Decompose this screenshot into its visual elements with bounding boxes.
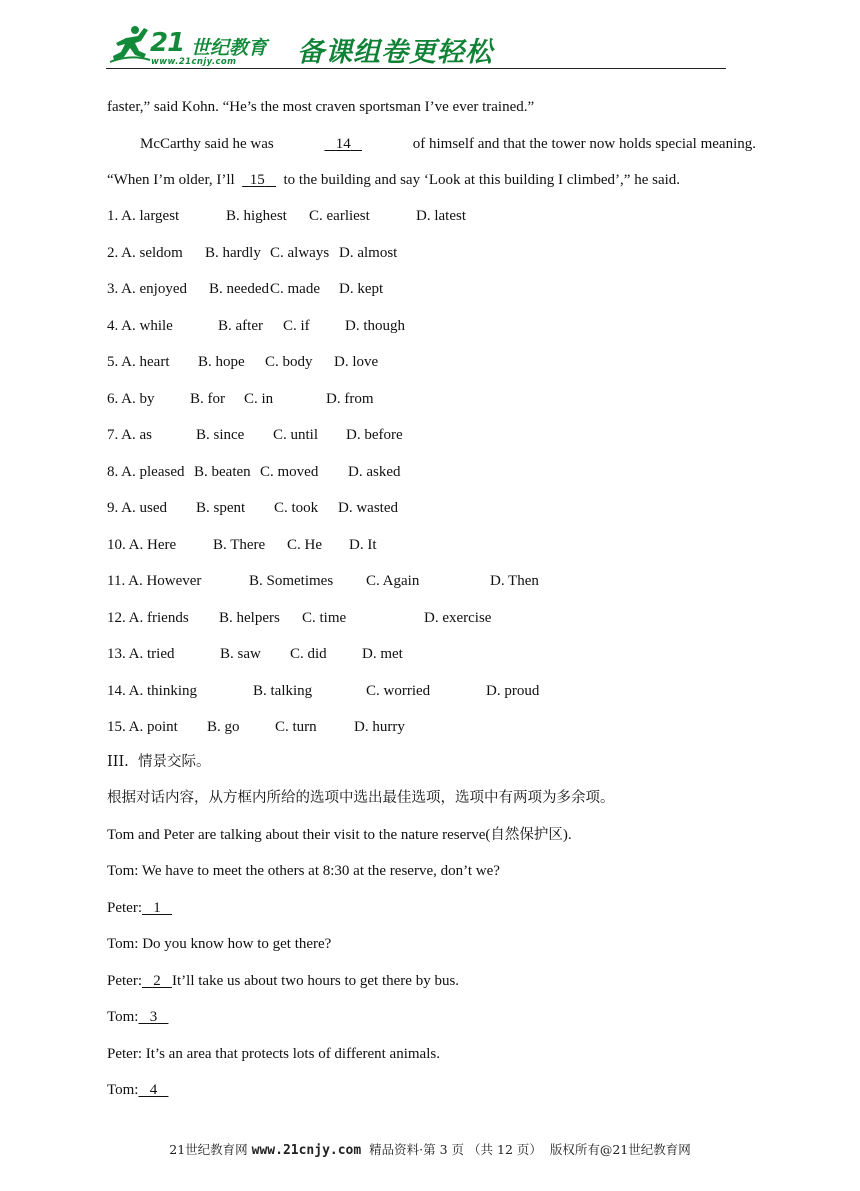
- option-c: C. Again: [366, 573, 420, 589]
- option-d: D. almost: [339, 244, 398, 261]
- footer-url: www.21cnjy.com: [251, 1143, 362, 1158]
- option-a: 12. A. friends: [107, 609, 189, 626]
- answer-blank: 4: [138, 1082, 169, 1098]
- option-d: D. kept: [339, 281, 384, 297]
- option-c: C. worried: [366, 682, 431, 699]
- dialogue-line: [107, 972, 459, 990]
- dialogue-text: We have to meet the others at 8:30 at the reserve, don’t we?: [138, 863, 500, 879]
- option-c: C. always: [270, 244, 330, 261]
- speaker: Peter:: [107, 899, 142, 916]
- option-d: D. love: [334, 354, 379, 370]
- option-b: B. hardly: [205, 244, 261, 261]
- header-slogan: 备课组卷更轻松: [297, 37, 493, 68]
- option-a: 2. A. seldom: [107, 244, 183, 261]
- option-d: D. met: [362, 646, 403, 662]
- speaker: Tom:: [107, 1009, 139, 1025]
- passage-line-3: “When I’m older, I’ll 15 to the building and say ‘Look at this building I climbed’,” he said.: [107, 172, 681, 188]
- option-d: D. before: [346, 427, 403, 443]
- speaker: Tom:: [107, 863, 139, 879]
- option-d: D. from: [326, 390, 374, 407]
- option-d: D. wasted: [338, 500, 398, 516]
- logo-number: 21: [150, 28, 185, 58]
- speaker: Peter:: [107, 972, 142, 989]
- passage-line-1: faster,” said Kohn. “He’s the most craven sportsman I’ve ever trained.”: [107, 99, 535, 115]
- option-b: B. There: [213, 536, 266, 553]
- dialogue-line: [107, 862, 500, 880]
- option-a: 5. A. heart: [107, 354, 170, 370]
- option-d: D. Then: [490, 573, 539, 589]
- answer-blank: 2: [142, 972, 172, 989]
- option-b: B. for: [190, 390, 225, 407]
- footer-site: 21世纪教育网: [169, 1142, 248, 1157]
- dialogue-text: Do you know how to get there?: [138, 936, 332, 952]
- option-a: 8. A. pleased: [107, 463, 185, 480]
- option-c: C. moved: [260, 463, 319, 480]
- answer-blank: 3: [138, 1009, 169, 1025]
- option-a: 3. A. enjoyed: [107, 281, 187, 297]
- option-c: C. He: [287, 536, 322, 553]
- option-a: 11. A. However: [107, 573, 202, 589]
- option-c: C. made: [270, 281, 320, 297]
- dialogue-line: [107, 1045, 440, 1063]
- option-a: 6. A. by: [107, 390, 155, 407]
- speaker: Tom:: [107, 936, 139, 952]
- section-heading: III. 情景交际。: [107, 754, 211, 770]
- passage-line-2: [140, 135, 756, 153]
- option-b: B. helpers: [219, 609, 280, 626]
- blank-14: 14: [335, 136, 351, 152]
- option-a: 13. A. tried: [107, 646, 175, 662]
- option-b: B. talking: [253, 682, 313, 699]
- option-c: C. earliest: [309, 208, 370, 224]
- option-c: C. turn: [275, 719, 317, 735]
- option-b: B. beaten: [194, 463, 251, 480]
- page-footer: [0, 1140, 860, 1158]
- section-instruction: 根据对话内容，从方框内所给的选项中选出最佳选项，选项中有两项为多余项。: [107, 790, 615, 806]
- option-b: B. highest: [226, 208, 287, 224]
- footer-page-info: 精品资料·第 3 页 （共 12 页）: [369, 1142, 542, 1157]
- speaker: Tom:: [107, 1082, 139, 1098]
- option-b: B. since: [196, 427, 245, 443]
- dialogue-text: It’s an area that protects lots of different animals.: [142, 1045, 440, 1062]
- option-a: 4. A. while: [107, 317, 173, 334]
- option-b: B. hope: [198, 354, 245, 370]
- option-d: D. It: [349, 536, 377, 553]
- option-b: B. needed: [209, 281, 269, 297]
- option-a: 10. A. Here: [107, 536, 177, 553]
- option-d: D. though: [345, 317, 405, 334]
- passage-text: of himself and that the tower now holds special meaning.: [412, 136, 756, 152]
- dialogue-text: It’ll take us about two hours to get there by bus.: [172, 972, 460, 989]
- option-d: D. hurry: [354, 719, 405, 735]
- option-c: C. time: [302, 609, 347, 626]
- option-d: D. exercise: [424, 609, 492, 626]
- option-c: C. in: [244, 390, 274, 407]
- option-a: 9. A. used: [107, 500, 167, 516]
- logo-chinese-name: 世纪教育: [191, 37, 268, 59]
- option-d: D. latest: [416, 208, 466, 224]
- speaker: Peter:: [107, 1045, 142, 1062]
- option-a: 15. A. point: [107, 719, 178, 735]
- option-c: C. did: [290, 646, 327, 662]
- passage-text: McCarthy said he was: [140, 136, 274, 152]
- option-d: D. proud: [486, 682, 540, 699]
- option-a: 14. A. thinking: [107, 682, 198, 699]
- footer-copyright: 版权所有@21世纪教育网: [549, 1142, 691, 1157]
- option-b: B. after: [218, 317, 263, 334]
- runner-logo-icon: [108, 24, 152, 64]
- header-divider: [106, 68, 726, 69]
- option-b: B. go: [207, 719, 240, 735]
- option-b: B. saw: [220, 646, 261, 662]
- option-c: C. until: [273, 427, 319, 443]
- option-c: C. body: [265, 354, 313, 370]
- dialogue-line: [107, 1081, 168, 1099]
- option-a: 7. A. as: [107, 427, 152, 443]
- option-b: B. Sometimes: [249, 573, 334, 589]
- logo-url: www.21cnjy.com: [151, 57, 237, 67]
- option-b: B. spent: [196, 500, 246, 516]
- dialogue-line: [107, 935, 331, 953]
- option-c: C. took: [274, 500, 319, 516]
- answer-blank: 1: [142, 899, 172, 916]
- option-d: D. asked: [348, 463, 401, 480]
- blank-15: 15: [249, 172, 265, 188]
- dialogue-line: [107, 899, 172, 917]
- dialogue-intro: Tom and Peter are talking about their visit to the nature reserve(自然保护区).: [107, 827, 572, 843]
- dialogue-line: [107, 1008, 168, 1026]
- option-c: C. if: [283, 317, 310, 334]
- option-a: 1. A. largest: [107, 208, 180, 224]
